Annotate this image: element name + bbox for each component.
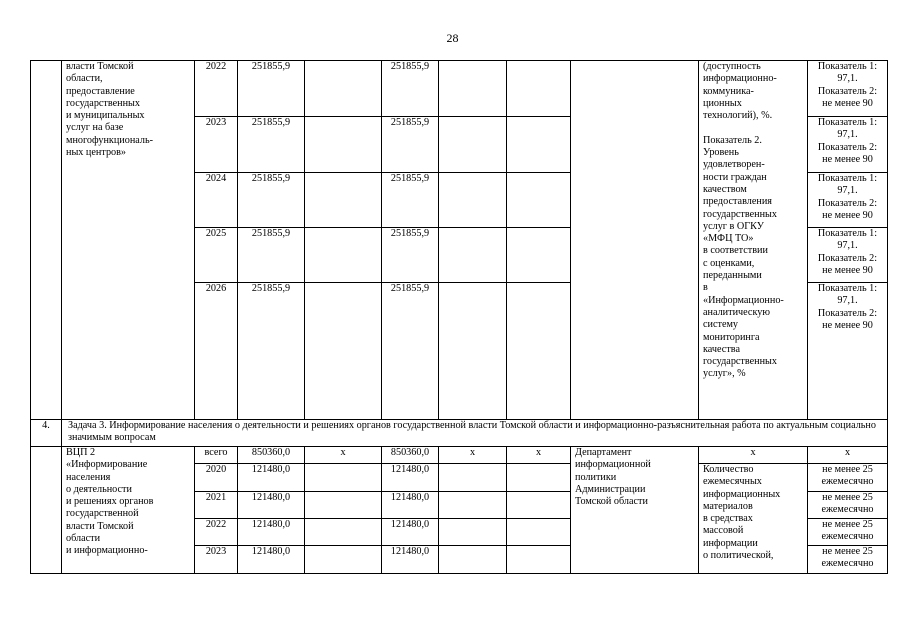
- total-cell: 251855,9: [238, 173, 305, 228]
- year-cell: 2025: [195, 228, 238, 283]
- federal-cell: [305, 519, 382, 546]
- local-cell: [439, 61, 507, 117]
- total-cell: 251855,9: [238, 61, 305, 117]
- federal-cell: [305, 283, 382, 420]
- local-cell: [439, 117, 507, 173]
- year-cell: 2022: [195, 61, 238, 117]
- indicator-value-cell: Показатель 1: 97,1. Показатель 2: не менее 90: [808, 283, 888, 420]
- other-cell: [507, 61, 571, 117]
- year-cell: 2023: [195, 546, 238, 574]
- year-cell: 2022: [195, 519, 238, 546]
- year-cell: 2021: [195, 492, 238, 519]
- total-cell: 121480,0: [238, 464, 305, 492]
- regional-cell: 251855,9: [382, 61, 439, 117]
- total-cell: 121480,0: [238, 492, 305, 519]
- federal-cell: x: [305, 447, 382, 464]
- other-cell: [507, 173, 571, 228]
- indicator-value-cell: не менее 25 ежемесячно: [808, 546, 888, 574]
- indicator-value-cell: Показатель 1: 97,1. Показатель 2: не менее 90: [808, 228, 888, 283]
- federal-cell: [305, 492, 382, 519]
- federal-cell: [305, 117, 382, 173]
- federal-cell: [305, 61, 382, 117]
- responsible-cell: [571, 61, 699, 420]
- indicator-value-cell: не менее 25 ежемесячно: [808, 464, 888, 492]
- total-cell: 850360,0: [238, 447, 305, 464]
- local-cell: [439, 492, 507, 519]
- total-cell: 251855,9: [238, 228, 305, 283]
- program-table: [30, 60, 888, 574]
- year-cell: 2026: [195, 283, 238, 420]
- row-number-cell: [31, 61, 62, 420]
- other-cell: [507, 283, 571, 420]
- year-cell: 2024: [195, 173, 238, 228]
- other-cell: [507, 519, 571, 546]
- local-cell: [439, 519, 507, 546]
- total-cell: 251855,9: [238, 117, 305, 173]
- regional-cell: 121480,0: [382, 464, 439, 492]
- program-name-cell: власти Томской области, предоставление государственных и муниципальных услуг на базе многофункциональ- ных центров»: [62, 61, 195, 420]
- indicator-value-cell: не менее 25 ежемесячно: [808, 519, 888, 546]
- local-cell: [439, 173, 507, 228]
- regional-cell: 850360,0: [382, 447, 439, 464]
- other-cell: [507, 546, 571, 574]
- regional-cell: 251855,9: [382, 173, 439, 228]
- other-cell: [507, 228, 571, 283]
- row-number-cell: [31, 447, 62, 574]
- regional-cell: 121480,0: [382, 492, 439, 519]
- indicator-value-cell: Показатель 1: 97,1. Показатель 2: не менее 90: [808, 117, 888, 173]
- responsible-cell: Департамент информационной политики Администрации Томской области: [571, 447, 699, 574]
- indicator-cell: Количество ежемесячных информационных материалов в средствах массовой информации о политической,: [699, 464, 808, 574]
- regional-cell: 251855,9: [382, 228, 439, 283]
- local-cell: [439, 464, 507, 492]
- table-row: [31, 61, 888, 117]
- table-row: [31, 447, 888, 464]
- year-cell: 2023: [195, 117, 238, 173]
- local-cell: [439, 283, 507, 420]
- other-cell: [507, 492, 571, 519]
- indicator-value-cell: не менее 25 ежемесячно: [808, 492, 888, 519]
- indicator-value-cell: Показатель 1: 97,1. Показатель 2: не менее 90: [808, 173, 888, 228]
- regional-cell: 121480,0: [382, 546, 439, 574]
- total-cell: 121480,0: [238, 546, 305, 574]
- local-cell: [439, 228, 507, 283]
- federal-cell: [305, 464, 382, 492]
- total-cell: 251855,9: [238, 283, 305, 420]
- other-cell: [507, 117, 571, 173]
- indicator-value-cell: x: [808, 447, 888, 464]
- regional-cell: 251855,9: [382, 283, 439, 420]
- local-cell: x: [439, 447, 507, 464]
- federal-cell: [305, 228, 382, 283]
- year-cell: всего: [195, 447, 238, 464]
- federal-cell: [305, 546, 382, 574]
- indicator-cell: (доступность информационно- коммуника- ционных технологий), %. Показатель 2. Уровень удовлетворен- ности граждан качеством предоставления государственных услуг в ОГКУ «МФЦ ТО» в соответствии с оценками, переданными в «Информационно- аналитическую систему мониторинга качества государственных услуг», %: [699, 61, 808, 420]
- federal-cell: [305, 173, 382, 228]
- task-number-cell: 4.: [31, 420, 62, 447]
- regional-cell: 121480,0: [382, 519, 439, 546]
- task-text-cell: Задача 3. Информирование населения о деятельности и решениях органов государственной власти Томской области и информационно-разъяснительная работа по актуальным социально значимым вопросам: [62, 420, 888, 447]
- other-cell: x: [507, 447, 571, 464]
- indicator-cell: x: [699, 447, 808, 464]
- indicator-value-cell: Показатель 1: 97,1. Показатель 2: не менее 90: [808, 61, 888, 117]
- other-cell: [507, 464, 571, 492]
- page-number: 28: [446, 31, 459, 45]
- task-row: [31, 420, 888, 447]
- program-name-cell: ВЦП 2 «Информирование населения о деятельности и решениях органов государственной власти Томской области и информационно-: [62, 447, 195, 574]
- year-cell: 2020: [195, 464, 238, 492]
- total-cell: 121480,0: [238, 519, 305, 546]
- local-cell: [439, 546, 507, 574]
- regional-cell: 251855,9: [382, 117, 439, 173]
